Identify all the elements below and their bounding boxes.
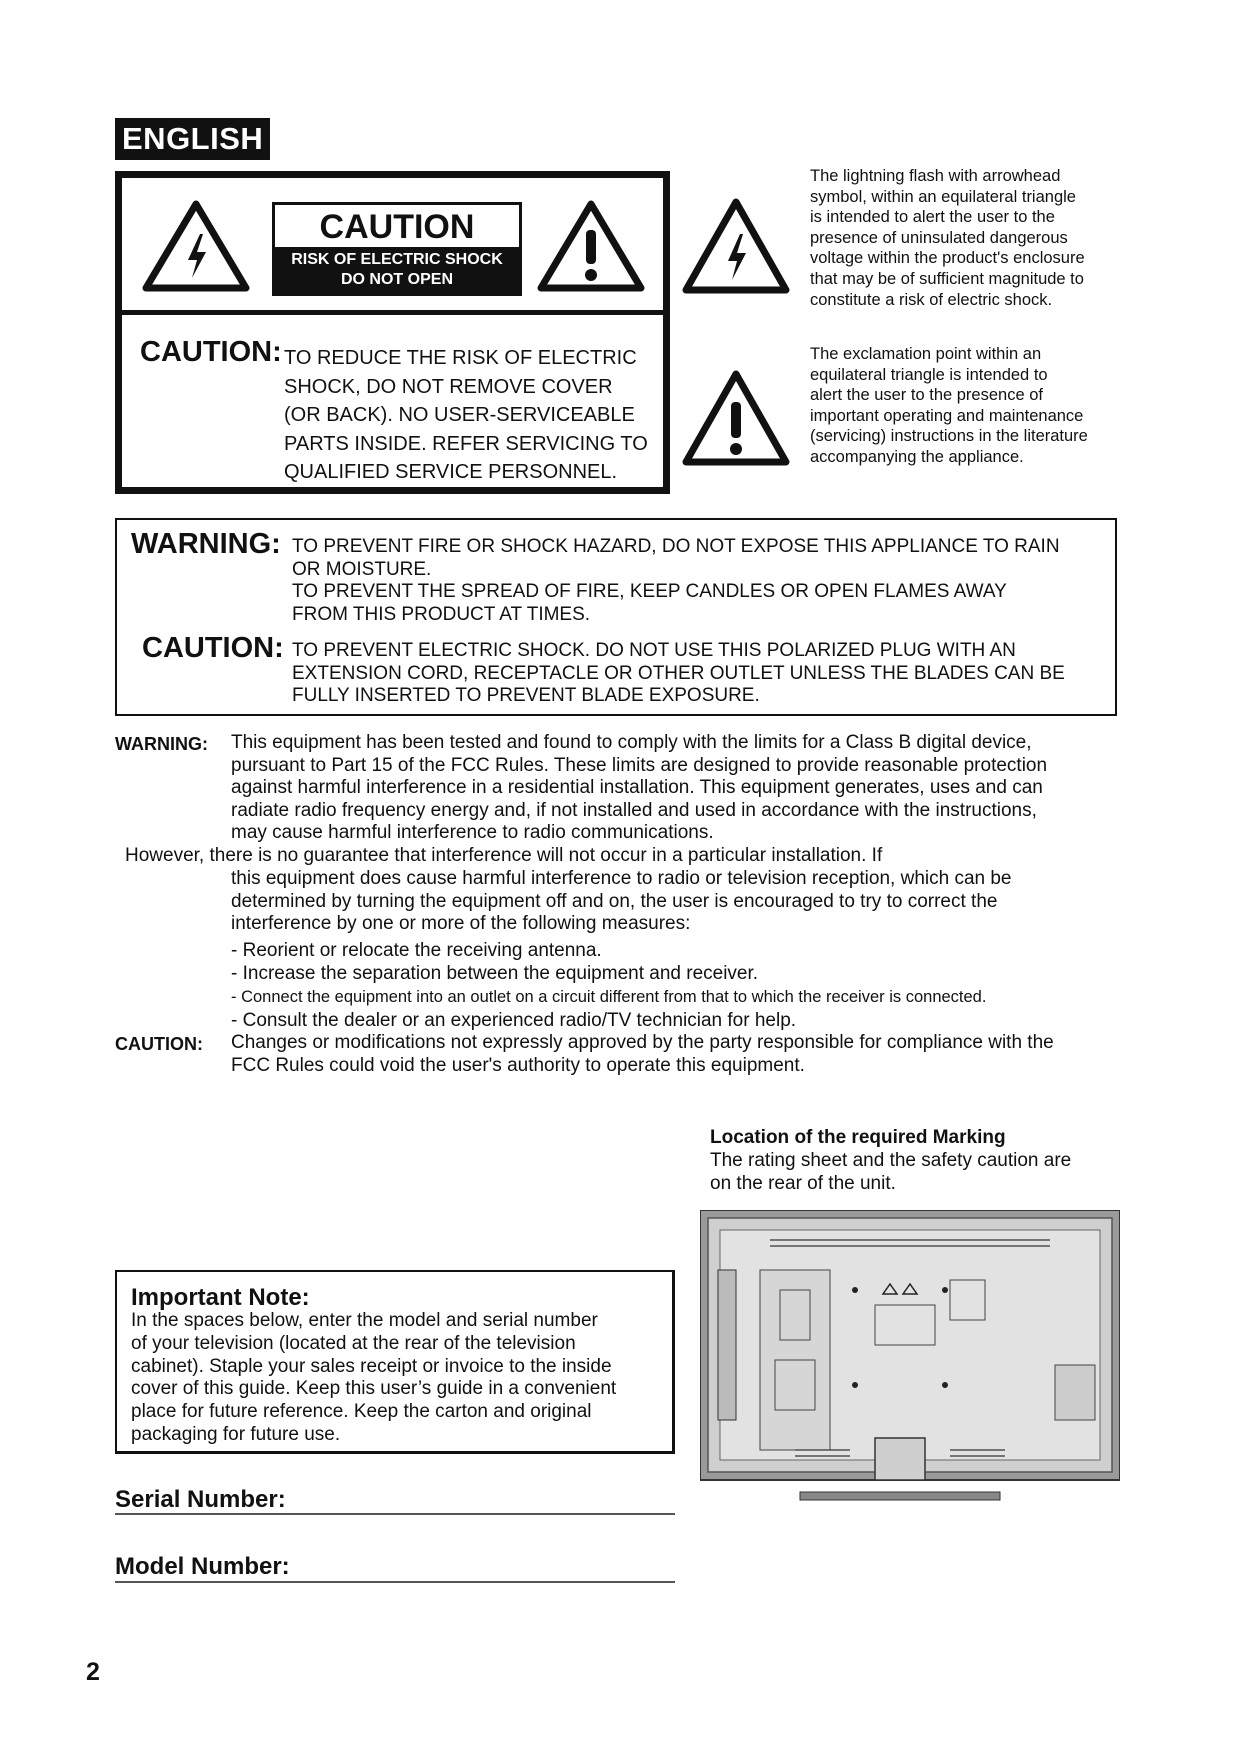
fcc-line: radiate radio frequency energy and, if not installed and used in accordance with the instructions,	[231, 799, 1037, 821]
caution-line: SHOCK, DO NOT REMOVE COVER	[284, 375, 613, 398]
tv-rear-illustration	[700, 1210, 1120, 1510]
explanation-line: (servicing) instructions in the literature	[810, 427, 1088, 446]
explanation-line: equilateral triangle is intended to	[810, 365, 1048, 384]
caution-line: (OR BACK). NO USER-SERVICEABLE	[284, 404, 635, 426]
exclamation-triangle-icon	[682, 368, 790, 468]
caution-label-line2: DO NOT OPEN	[340, 271, 453, 288]
caution-divider	[122, 310, 663, 315]
serial-number-line[interactable]	[115, 1513, 675, 1515]
fcc-cont-text	[231, 868, 1131, 936]
lightning-explanation	[810, 166, 1130, 310]
fcc-line: determined by turning the equipment off and on, the user is encouraged to try to correct the	[231, 890, 998, 912]
explanation-line: voltage within the product's enclosure	[810, 249, 1085, 268]
note-line: place for future reference. Keep the carton and original	[131, 1401, 592, 1423]
caution-line: EXTENSION CORD, RECEPTACLE OR OTHER OUTLET UNLESS THE BLADES CAN BE	[292, 662, 1065, 684]
fcc-line: this equipment does cause harmful interference to radio or television reception, which can be	[231, 868, 1012, 889]
fcc-warning-text	[231, 732, 1131, 845]
explanation-line: presence of uninsulated dangerous	[810, 228, 1068, 247]
caution-box	[115, 171, 670, 494]
caution-label-line1: RISK OF ELECTRIC SHOCK	[291, 251, 503, 268]
explanation-line: symbol, within an equilateral triangle	[810, 187, 1076, 206]
note-line: packaging for future use.	[131, 1423, 341, 1445]
fcc-caution-text	[231, 1032, 1131, 1077]
note-line: cabinet). Staple your sales receipt or invoice to the inside	[131, 1355, 612, 1377]
caution-heading: CAUTION:	[142, 632, 284, 664]
lightning-triangle-icon	[142, 198, 250, 294]
fcc-line: pursuant to Part 15 of the FCC Rules. These limits are designed to provide reasonable protection	[231, 754, 1048, 776]
explanation-line: constitute a risk of electric shock.	[810, 290, 1053, 309]
fcc-line: Changes or modifications not expressly approved by the party responsible for compliance with the	[231, 1032, 1054, 1053]
marking-text	[710, 1150, 1130, 1195]
fcc-line: FCC Rules could void the user's authority to operate this equipment.	[231, 1054, 805, 1076]
serial-number-label: Serial Number:	[115, 1486, 286, 1513]
warning-box	[115, 518, 1117, 716]
page-number: 2	[86, 1658, 100, 1686]
caution-text	[292, 640, 1122, 708]
caution-label-bar	[275, 247, 519, 293]
caution-line: FULLY INSERTED TO PREVENT BLADE EXPOSURE.	[292, 685, 760, 706]
caution-label	[272, 202, 522, 296]
explanation-line: The lightning flash with arrowhead	[810, 167, 1061, 185]
important-note-title: Important Note:	[131, 1284, 310, 1311]
fcc-line: interference by one or more of the following measures:	[231, 913, 691, 934]
warning-line: TO PREVENT THE SPREAD OF FIRE, KEEP CANDLES OR OPEN FLAMES AWAY	[292, 581, 1007, 602]
caution-heading: CAUTION:	[140, 336, 282, 368]
warning-line: OR MOISTURE.	[292, 558, 432, 580]
marking-title: Location of the required Marking	[710, 1127, 1006, 1148]
language-tab: ENGLISH	[115, 118, 270, 160]
fcc-measure: - Reorient or relocate the receiving antenna.	[231, 940, 602, 961]
model-number-label: Model Number:	[115, 1553, 290, 1580]
caution-line: TO REDUCE THE RISK OF ELECTRIC	[284, 347, 637, 369]
explanation-line: alert the user to the presence of	[810, 386, 1043, 405]
fcc-line: may cause harmful interference to radio communications.	[231, 822, 714, 843]
fcc-line: This equipment has been tested and found to comply with the limits for a Class B digital device,	[231, 732, 1032, 753]
explanation-line: that may be of sufficient magnitude to	[810, 269, 1084, 288]
fcc-caution-label: CAUTION:	[115, 1034, 203, 1054]
fcc-warning-label: WARNING:	[115, 734, 208, 754]
marking-line: The rating sheet and the safety caution are	[710, 1150, 1072, 1171]
explanation-line: is intended to alert the user to the	[810, 208, 1055, 227]
important-note-text	[131, 1310, 651, 1447]
fcc-measure: - Increase the separation between the equipment and receiver.	[231, 963, 759, 984]
caution-label-title: CAUTION	[319, 208, 475, 246]
lightning-triangle-icon	[682, 196, 790, 296]
fcc-however-line: However, there is no guarantee that interference will not occur in a particular installation. If	[125, 845, 883, 866]
marking-line: on the rear of the unit.	[710, 1172, 896, 1194]
important-note-box	[115, 1270, 675, 1454]
caution-line: QUALIFIED SERVICE PERSONNEL.	[284, 461, 618, 483]
fcc-line: against harmful interference in a residential installation. This equipment generates, uses and can	[231, 777, 1043, 798]
explanation-line: The exclamation point within an	[810, 345, 1042, 363]
explanation-line: accompanying the appliance.	[810, 447, 1024, 466]
model-number-line[interactable]	[115, 1581, 675, 1583]
caution-line: TO PREVENT ELECTRIC SHOCK. DO NOT USE THIS POLARIZED PLUG WITH AN	[292, 640, 1016, 661]
fcc-measure: - Consult the dealer or an experienced radio/TV technician for help.	[231, 1010, 797, 1031]
exclamation-explanation	[810, 344, 1130, 468]
note-line: cover of this guide. Keep this user’s guide in a convenient	[131, 1378, 617, 1400]
warning-heading: WARNING:	[131, 528, 281, 560]
note-line: In the spaces below, enter the model and serial number	[131, 1310, 598, 1331]
note-line: of your television (located at the rear of the television	[131, 1332, 576, 1354]
explanation-line: important operating and maintenance	[810, 406, 1084, 425]
warning-line: FROM THIS PRODUCT AT TIMES.	[292, 603, 591, 625]
warning-line: TO PREVENT FIRE OR SHOCK HAZARD, DO NOT EXPOSE THIS APPLIANCE TO RAIN	[292, 536, 1060, 557]
fcc-measure: - Connect the equipment into an outlet on a circuit different from that to which the receiver is connected.	[231, 988, 987, 1006]
caution-text	[284, 344, 654, 487]
warning-text	[292, 536, 1122, 626]
caution-line: PARTS INSIDE. REFER SERVICING TO	[284, 432, 648, 455]
exclamation-triangle-icon	[537, 198, 645, 294]
